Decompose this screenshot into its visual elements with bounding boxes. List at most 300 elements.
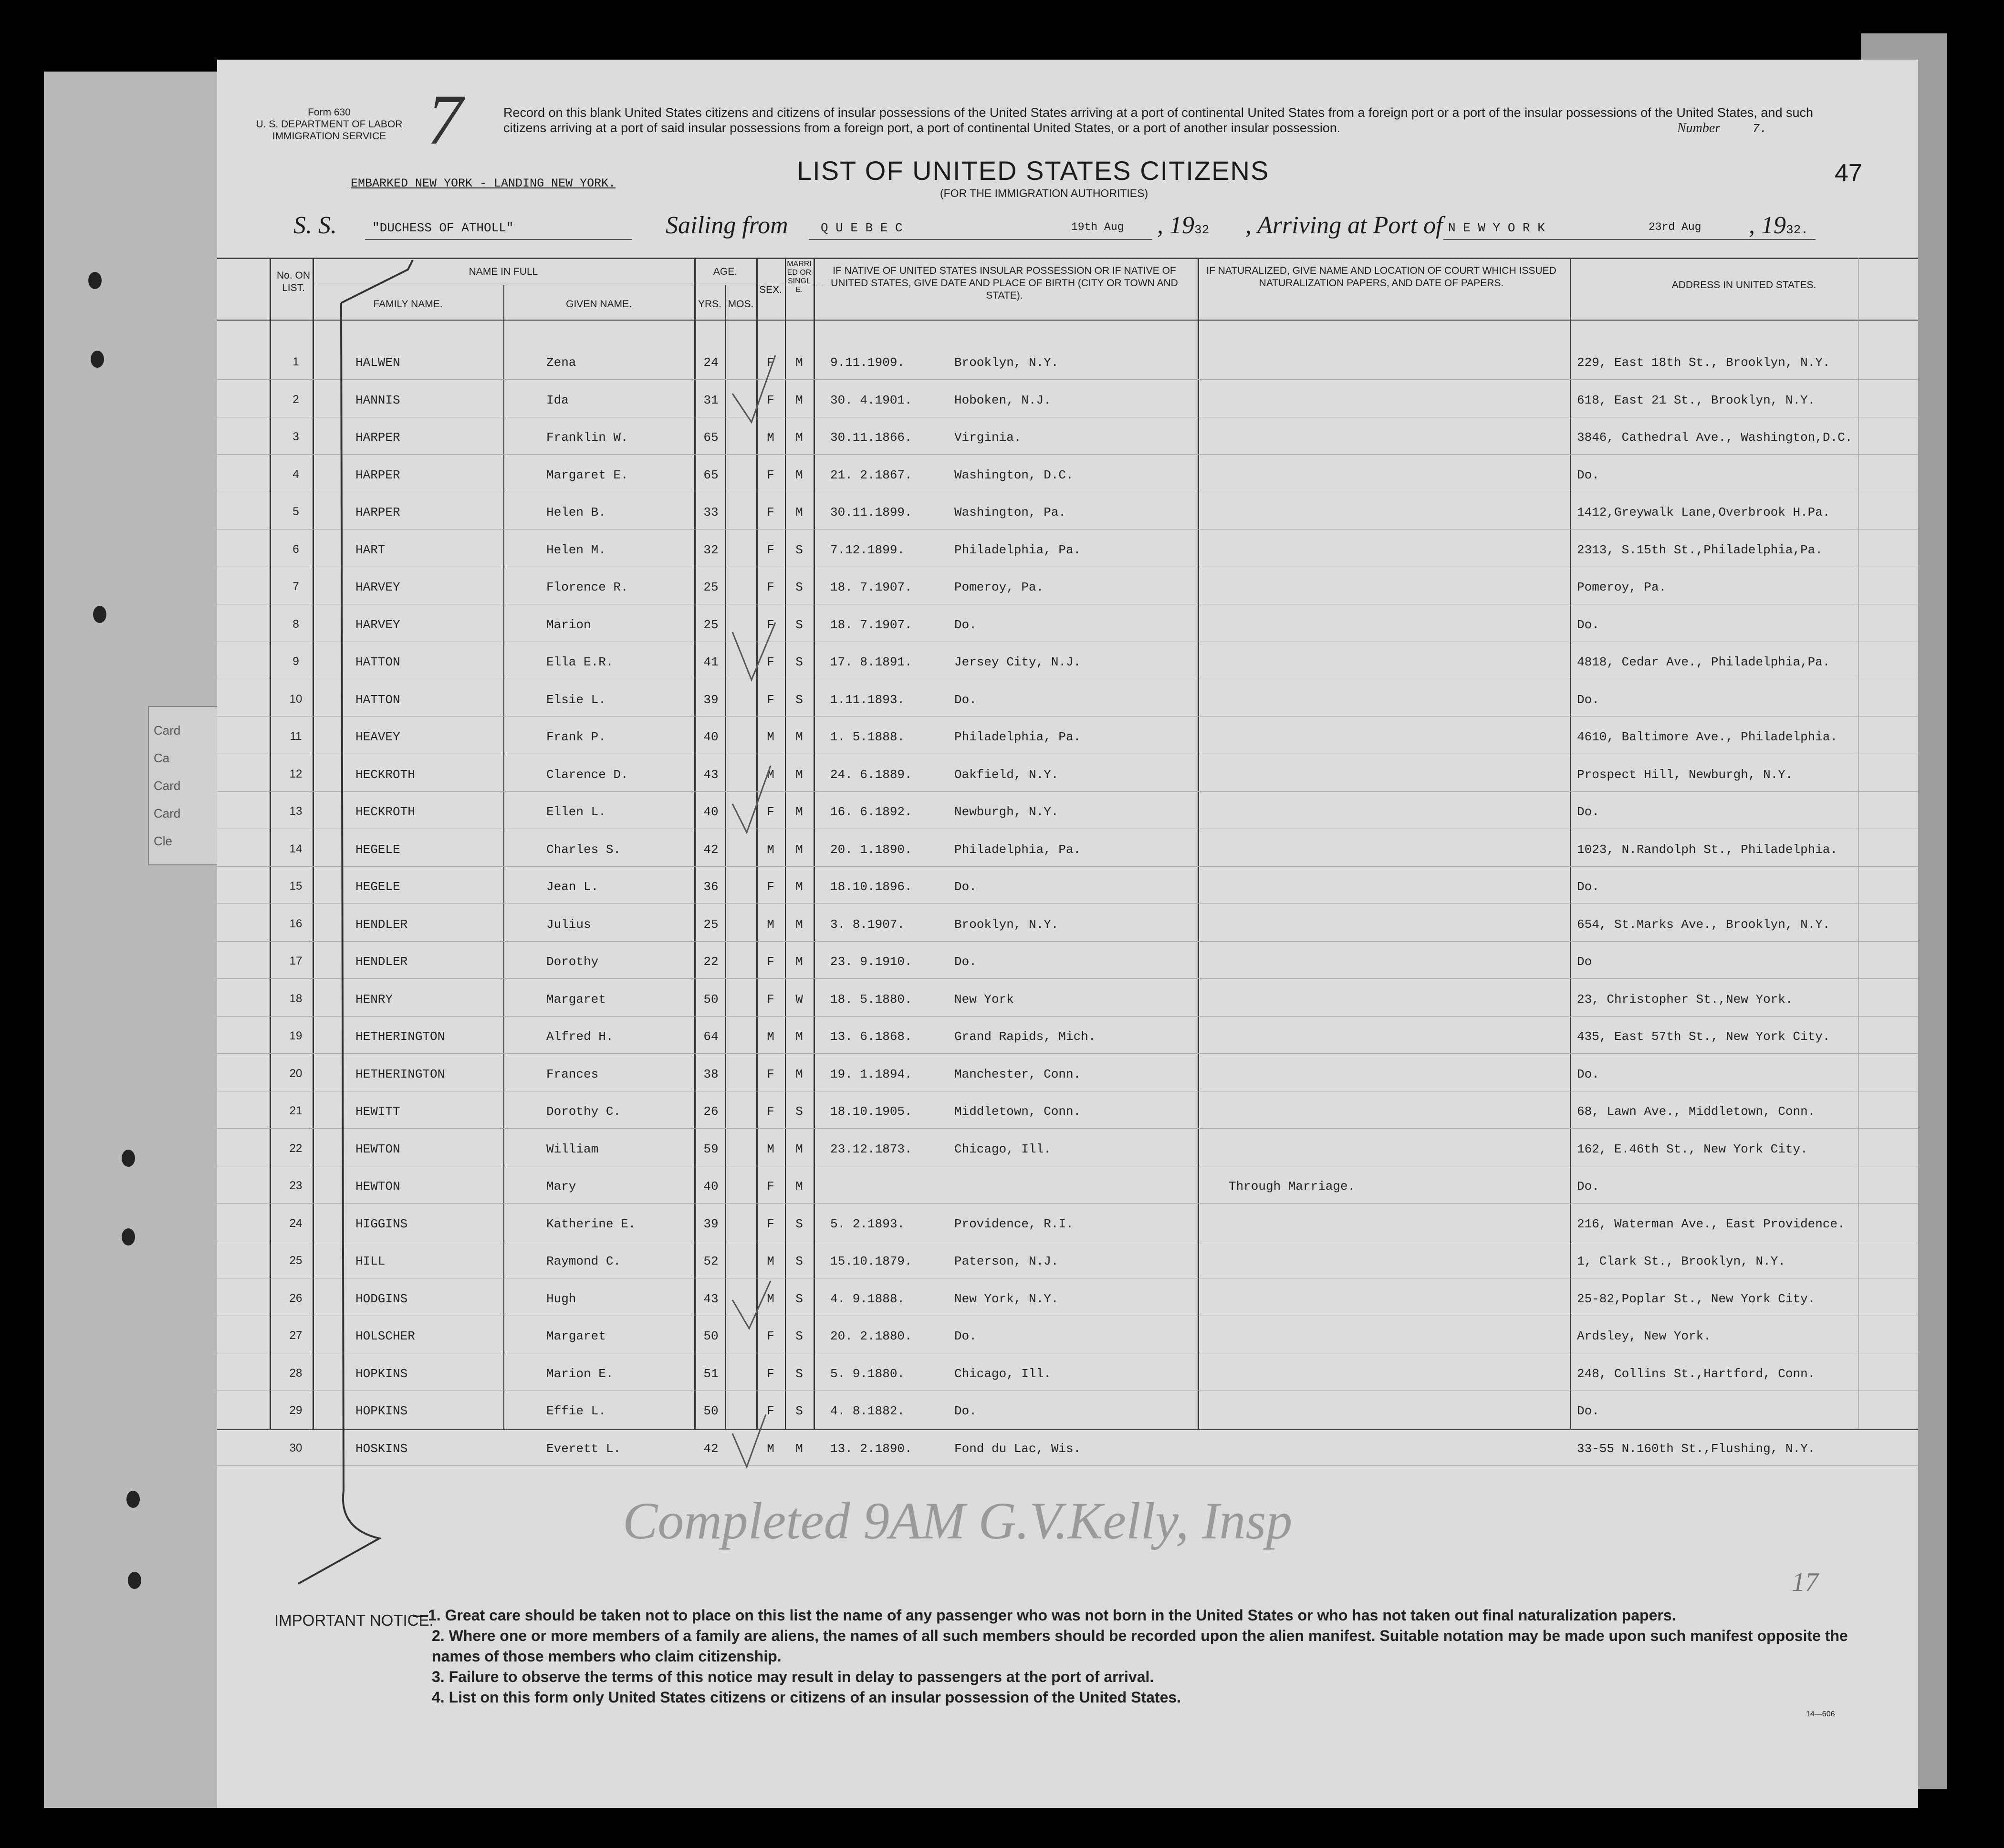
cell-place: Paterson, N.J. [954,1254,1059,1268]
cell-given: Helen B. [546,505,606,519]
cell-dob: 30. 4.1901. [830,393,912,407]
col-no: No. ON LIST. [276,270,310,293]
cell-given: Dorothy C. [546,1104,621,1119]
cell-no: 7 [292,580,299,593]
cell-addr: 248, Collins St.,Hartford, Conn. [1577,1366,1816,1381]
cell-age: 40 [703,1179,719,1194]
cell-family: HATTON [355,655,400,669]
cell-addr: 654, St.Marks Ave., Brooklyn, N.Y. [1577,917,1830,932]
cell-place: Jersey City, N.J. [954,655,1081,669]
cell-no: 28 [289,1366,303,1380]
cell-sex: F [767,580,774,594]
cell-place: Middletown, Conn. [954,1104,1081,1119]
cell-dob: 13. 6.1868. [830,1029,912,1044]
cell-age: 25 [703,917,719,932]
embarked-line: EMBARKED NEW YORK - LANDING NEW YORK. [351,176,616,190]
cell-no: 6 [292,542,299,556]
cell-addr: 1023, N.Randolph St., Philadelphia. [1577,842,1838,857]
cell-given: Florence R. [546,580,628,594]
cell-addr: Do. [1577,692,1599,707]
cell-dob: 16. 6.1892. [830,805,912,819]
cell-place: Philadelphia, Pa. [954,730,1081,744]
cell-given: Effie L. [546,1404,606,1418]
cell-sex: F [767,1366,774,1381]
cell-sex: M [767,1291,774,1306]
cell-place: Pomeroy, Pa. [954,580,1044,594]
notice-item: —1. Great care should be taken not to place on this list the name of any passenger who was not born in the United States or who has not taken out final naturalization papers. [413,1607,1676,1624]
cell-age: 52 [703,1254,719,1268]
cell-sex: F [767,992,774,1007]
cell-sex: F [767,393,774,407]
cell-ms: M [795,505,803,519]
cell-age: 64 [703,1029,719,1044]
cell-given: Mary [546,1179,576,1194]
cell-sex: M [767,430,774,445]
cell-ms: S [795,1254,803,1268]
cell-sex: F [767,542,774,557]
cell-ms: M [795,1029,803,1044]
intro-text: Record on this blank United States citizens and citizens of insular possessions of the United States arriving at a port of continental United States from a foreign port or a port of the insular possessions of the United States, and such citizens arriving at a port of said insular possessions from a foreign port, a port of continental United States, or a port of another insular possession. [503,105,1813,135]
cell-dob: 13. 2.1890. [830,1441,912,1456]
cell-given: William [546,1142,599,1156]
punch-hole [128,1572,141,1589]
cell-dob: 5. 2.1893. [830,1216,905,1231]
cell-sex: F [767,617,774,632]
cell-no: 12 [289,767,303,780]
cell-sex: F [767,880,774,894]
cell-age: 42 [703,1441,719,1456]
ss-label: S. S. [293,212,337,239]
cell-place: Washington, Pa. [954,505,1066,519]
cell-ms: M [795,730,803,744]
cell-place: Do. [954,617,977,632]
cell-age: 42 [703,842,719,857]
cell-family: HARPER [355,505,400,519]
cell-dob: 15.10.1879. [830,1254,912,1268]
cell-family: HENRY [355,992,393,1007]
cell-given: Zena [546,355,576,370]
cell-no: 27 [289,1329,303,1342]
index-card-tag [148,706,221,865]
cell-no: 21 [289,1104,303,1117]
cell-no: 25 [289,1254,303,1267]
cell-ms: M [795,393,803,407]
cell-no: 26 [289,1291,303,1305]
cell-family: HANNIS [355,393,400,407]
col-yrs: YRS. [698,299,721,310]
cell-age: 41 [703,655,719,669]
cell-no: 17 [289,955,303,967]
cell-ms: M [795,917,803,932]
cell-family: HILL [355,1254,386,1268]
cell-given: Elsie L. [546,692,606,707]
cell-addr: 2313, S.15th St.,Philadelphia,Pa. [1577,542,1823,557]
cell-age: 39 [703,1216,719,1231]
cell-sex: F [767,1067,774,1081]
col-age: AGE. [713,266,738,277]
punch-hole [91,351,104,368]
cell-place: Do. [954,692,977,707]
cell-place: Do. [954,1329,977,1343]
cell-given: Dorothy [546,955,599,969]
cell-dob: 20. 2.1880. [830,1329,912,1343]
page-title: LIST OF UNITED STATES CITIZENS [797,156,1270,186]
handwritten-completion-note: Completed 9AM G.V.Kelly, Insp [623,1492,1293,1550]
cell-ms: S [795,580,803,594]
col-married: MARRIED OR SINGLE. [787,260,812,294]
cell-no: 3 [292,430,299,443]
cell-sex: F [767,692,774,707]
cell-sex: F [767,1404,774,1418]
cell-no: 19 [289,1029,303,1042]
cell-place: Fond du Lac, Wis. [954,1441,1081,1456]
tag-line: Ca [154,751,170,765]
cell-addr: 1, Clark St., Brooklyn, N.Y. [1577,1254,1785,1268]
year-suffix: 32 [1194,223,1210,237]
cell-addr: Prospect Hill, Newburgh, N.Y. [1577,767,1793,782]
cell-place: Do. [954,880,977,894]
cell-addr: 23, Christopher St.,New York. [1577,992,1793,1007]
cell-place: Hoboken, N.J. [954,393,1051,407]
cell-ms: S [795,1216,803,1231]
cell-place: Washington, D.C. [954,467,1074,482]
cell-age: 33 [703,505,719,519]
cell-place: Manchester, Conn. [954,1067,1081,1081]
cell-family: HOPKINS [355,1366,408,1381]
cell-family: HARPER [355,467,400,482]
cell-place: Newburgh, N.Y. [954,805,1059,819]
cell-dob: 9.11.1909. [830,355,905,370]
cell-no: 10 [289,692,303,706]
cell-age: 36 [703,880,719,894]
cell-addr: Do [1577,955,1592,969]
cell-dob: 7.12.1899. [830,542,905,557]
cell-family: HETHERINGTON [355,1029,445,1044]
cell-no: 16 [289,917,303,930]
cell-dob: 30.11.1899. [830,505,912,519]
cell-ms: S [795,1291,803,1306]
cell-dob: 20. 1.1890. [830,842,912,857]
cell-dob: 23.12.1873. [830,1142,912,1156]
number-value: 7. [1752,122,1767,136]
sail-date: 19th Aug [1071,221,1124,233]
cell-no: 20 [289,1067,303,1080]
cell-family: HART [355,542,386,557]
cell-addr: Do. [1577,805,1599,819]
cell-dob: 18.10.1896. [830,880,912,894]
cell-addr: 1412,Greywalk Lane,Overbrook H.Pa. [1577,505,1830,519]
cell-place: Philadelphia, Pa. [954,842,1081,857]
cell-place: Grand Rapids, Mich. [954,1029,1096,1044]
cell-given: Jean L. [546,880,599,894]
page-number: 47 [1835,159,1862,187]
cell-ms: M [795,1142,803,1156]
cell-sex: F [767,505,774,519]
cell-place: Brooklyn, N.Y. [954,355,1059,370]
cell-age: 22 [703,955,719,969]
sailing-label: Sailing from [666,212,788,239]
cell-age: 43 [703,767,719,782]
cell-no: 4 [292,467,299,481]
cell-no: 22 [289,1142,303,1155]
cell-family: HALWEN [355,355,400,370]
notice-heading: IMPORTANT NOTICE. [274,1611,434,1629]
notice-item: 4. List on this form only United States citizens or citizens of an insular possession of the United States. [432,1689,1181,1706]
cell-addr: Do. [1577,467,1599,482]
col-given: GIVEN NAME. [566,299,632,310]
cell-age: 40 [703,730,719,744]
cell-ms: S [795,1404,803,1418]
cell-given: Frances [546,1067,599,1081]
cell-age: 50 [703,992,719,1007]
tag-line: Card [154,806,181,820]
cell-age: 39 [703,692,719,707]
cell-age: 50 [703,1404,719,1418]
cell-family: HOLSCHER [355,1329,415,1343]
cell-dob: 1.11.1893. [830,692,905,707]
cell-ms: M [795,1179,803,1194]
col-naturalized: IF NATURALIZED, GIVE NAME AND LOCATION OF COURT WHICH ISSUED NATURALIZATION PAPERS, AND DATE OF PAPERS. [1206,265,1556,289]
cell-ms: S [795,542,803,557]
cell-given: Ella E.R. [546,655,614,669]
cell-ms: S [795,655,803,669]
arriving-label: , Arriving at Port of [1245,212,1443,239]
cell-family: HEAVEY [355,730,400,744]
punch-hole [88,272,102,289]
punch-hole [122,1150,135,1167]
arrive-year-prefix: , 19 [1749,212,1786,239]
cell-family: HEGELE [355,842,400,857]
cell-no: 8 [292,617,299,631]
from-port: Q U E B E C [821,221,903,235]
cell-sex: F [767,1104,774,1119]
cell-family: HEWTON [355,1179,400,1194]
cell-age: 43 [703,1291,719,1306]
cell-age: 51 [703,1366,719,1381]
cell-dob: 4. 9.1888. [830,1291,905,1306]
cell-given: Frank P. [546,730,606,744]
cell-given: Marion [546,617,591,632]
cell-sex: F [767,955,774,969]
cell-place: Virginia. [954,430,1022,445]
number-label: Number [1677,121,1721,135]
cell-addr: Do. [1577,1404,1599,1418]
cell-place: Do. [954,955,977,969]
cell-family: HOPKINS [355,1404,408,1418]
cell-ms: S [795,1329,803,1343]
punch-hole [93,606,106,623]
to-port: N E W Y O R K [1448,221,1545,235]
cell-addr: Do. [1577,1179,1599,1194]
cell-addr: 435, East 57th St., New York City. [1577,1029,1830,1044]
cell-age: 24 [703,355,719,370]
cell-ms: S [795,692,803,707]
cell-family: HEWITT [355,1104,400,1119]
col-name-in-full: NAME IN FULL [469,266,538,277]
cell-ms: W [795,992,803,1007]
cell-dob: 30.11.1866. [830,430,912,445]
cell-given: Ellen L. [546,805,606,819]
cell-nat: Through Marriage. [1229,1179,1356,1194]
cell-given: Everett L. [546,1441,621,1456]
cell-dob: 1. 5.1888. [830,730,905,744]
cell-given: Margaret E. [546,467,628,482]
cell-given: Alfred H. [546,1029,614,1044]
cell-no: 14 [289,842,303,855]
cell-place: Brooklyn, N.Y. [954,917,1059,932]
cell-ms: M [795,430,803,445]
cell-dob: 21. 2.1867. [830,467,912,482]
cell-sex: F [767,1216,774,1231]
cell-given: Julius [546,917,591,932]
cell-age: 26 [703,1104,719,1119]
cell-age: 65 [703,430,719,445]
tag-line: Card [154,723,181,737]
cell-dob: 24. 6.1889. [830,767,912,782]
tag-line: Cle [154,834,173,848]
cell-family: HATTON [355,692,400,707]
cell-no: 29 [289,1404,303,1417]
service-label: IMMIGRATION SERVICE [272,131,386,142]
cell-addr: 162, E.46th St., New York City. [1577,1142,1808,1156]
manifest-page [217,60,1918,1808]
cell-family: HENDLER [355,955,408,969]
cell-dob: 18. 7.1907. [830,617,912,632]
cell-ms: S [795,1104,803,1119]
cell-place: Philadelphia, Pa. [954,542,1081,557]
cell-addr: 4610, Baltimore Ave., Philadelphia. [1577,730,1838,744]
col-native: IF NATIVE OF UNITED STATES INSULAR POSSESSION OR IF NATIVE OF UNITED STATES, GIVE DATE AND PLACE OF BIRTH (CITY OR TOWN AND STATE). [831,265,1178,301]
cell-addr: 4818, Cedar Ave., Philadelphia,Pa. [1577,655,1830,669]
cell-age: 40 [703,805,719,819]
cell-sex: M [767,1254,774,1268]
cell-dob: 23. 9.1910. [830,955,912,969]
cell-ms: M [795,1441,803,1456]
cell-dob: 18.10.1905. [830,1104,912,1119]
punch-hole [122,1228,135,1246]
cell-given: Ida [546,393,569,407]
cell-sex: F [767,805,774,819]
cell-ms: M [795,1067,803,1081]
cell-sex: F [767,467,774,482]
cell-sex: M [767,730,774,744]
cell-sex: F [767,1179,774,1194]
cell-given: Katherine E. [546,1216,636,1231]
cell-no: 15 [289,880,303,893]
cell-sex: F [767,1329,774,1343]
cell-dob: 5. 9.1880. [830,1366,905,1381]
cell-given: Margaret [546,992,606,1007]
cell-ms: M [795,955,803,969]
back-sheet [44,72,235,1808]
cell-age: 38 [703,1067,719,1081]
cell-no: 23 [289,1179,303,1192]
cell-dob: 3. 8.1907. [830,917,905,932]
cell-dob: 19. 1.1894. [830,1067,912,1081]
cell-place: Oakfield, N.Y. [954,767,1059,782]
cell-no: 5 [292,505,299,518]
cell-dob: 17. 8.1891. [830,655,912,669]
cell-no: 2 [292,393,299,406]
cell-place: Do. [954,1404,977,1418]
year-prefix: , 19 [1157,212,1194,239]
punch-hole [126,1491,140,1508]
cell-addr: 25-82,Poplar St., New York City. [1577,1291,1816,1306]
page-subtitle: (FOR THE IMMIGRATION AUTHORITIES) [940,187,1148,199]
cell-sex: M [767,1029,774,1044]
notice-item: 2. Where one or more members of a family are aliens, the names of all such members should be recorded upon the alien manifest. Suitable notation may be made upon such manifest opposite the names of those members who claim citizenship. [432,1627,1848,1665]
cell-family: HOSKINS [355,1441,408,1456]
cell-no: 18 [289,992,303,1005]
notice-item: 3. Failure to observe the terms of this notice may result in delay to passengers at the port of arrival. [432,1668,1154,1685]
form-number: Form 630 [308,107,351,118]
cell-given: Franklin W. [546,430,628,445]
cell-ms: S [795,617,803,632]
cell-family: HENDLER [355,917,408,932]
cell-dob: 4. 8.1882. [830,1404,905,1418]
cell-given: Hugh [546,1291,576,1306]
cell-sex: M [767,1142,774,1156]
cell-ms: M [795,767,803,782]
cell-place: New York, N.Y. [954,1291,1059,1306]
ship-name: "DUCHESS OF ATHOLL" [372,221,514,235]
cell-ms: M [795,355,803,370]
cell-ms: M [795,842,803,857]
cell-addr: Ardsley, New York. [1577,1329,1711,1343]
corner-number: 17 [1792,1568,1818,1597]
cell-place: New York [954,992,1014,1007]
cell-family: HARVEY [355,580,400,594]
cell-ms: M [795,467,803,482]
cell-age: 32 [703,542,719,557]
cell-sex: M [767,767,774,782]
form-code: 14—606 [1806,1710,1835,1718]
cell-sex: F [767,655,774,669]
cell-no: 24 [289,1216,303,1230]
cell-no: 11 [290,730,302,743]
cell-family: HARPER [355,430,400,445]
cell-addr: 229, East 18th St., Brooklyn, N.Y. [1577,355,1830,370]
cell-place: Chicago, Ill. [954,1142,1051,1156]
cell-given: Raymond C. [546,1254,621,1268]
cell-family: HECKROTH [355,805,415,819]
cell-ms: M [795,805,803,819]
cell-addr: Pomeroy, Pa. [1577,580,1667,594]
cell-family: HODGINS [355,1291,408,1306]
cell-addr: 216, Waterman Ave., East Providence. [1577,1216,1845,1231]
cell-ms: S [795,1366,803,1381]
cell-sex: M [767,1441,774,1456]
col-mos: MOS. [728,299,754,310]
arrive-date: 23rd Aug [1649,221,1701,233]
cell-dob: 18. 5.1880. [830,992,912,1007]
cell-no: 13 [289,805,303,818]
cell-family: HIGGINS [355,1216,408,1231]
col-address: ADDRESS IN UNITED STATES. [1671,280,1816,291]
cell-age: 31 [703,393,719,407]
cell-age: 25 [703,580,719,594]
cell-age: 50 [703,1329,719,1343]
cell-family: HECKROTH [355,767,415,782]
cell-given: Charles S. [546,842,621,857]
cell-given: Margaret [546,1329,606,1343]
cell-age: 59 [703,1142,719,1156]
cell-addr: 68, Lawn Ave., Middletown, Conn. [1577,1104,1816,1119]
cell-age: 65 [703,467,719,482]
cell-addr: 3846, Cathedral Ave., Washington,D.C. [1577,430,1853,445]
tag-line: Card [154,779,181,793]
cell-given: Clarence D. [546,767,628,782]
